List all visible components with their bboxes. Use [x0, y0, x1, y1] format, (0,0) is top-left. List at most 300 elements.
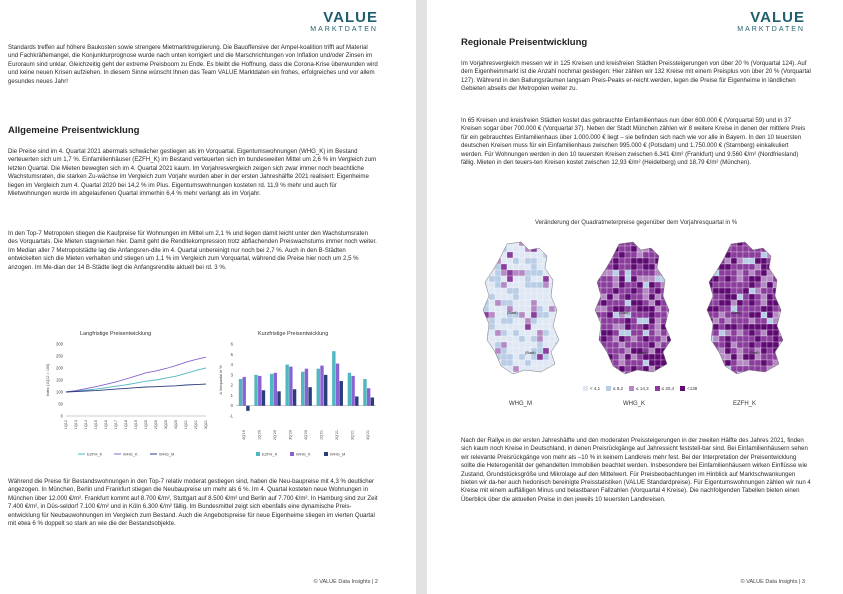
region-cell	[607, 282, 613, 288]
region-cell	[519, 324, 525, 330]
region-cell	[601, 366, 607, 372]
region-cell	[537, 372, 543, 378]
region-cell	[767, 288, 773, 294]
region-cell	[595, 306, 601, 312]
region-cell	[613, 342, 619, 348]
region-cell	[489, 372, 495, 378]
region-cell	[773, 294, 779, 300]
region-cell	[743, 372, 749, 378]
region-cell	[707, 354, 713, 360]
region-cell	[519, 264, 525, 270]
region-cell	[531, 342, 537, 348]
page-2	[0, 0, 416, 594]
region-cell	[631, 276, 637, 282]
legend-swatch	[606, 386, 611, 391]
region-cell	[713, 288, 719, 294]
region-cell	[531, 318, 537, 324]
region-cell	[667, 282, 673, 288]
region-cell	[625, 276, 631, 282]
region-cell	[713, 330, 719, 336]
region-cell	[773, 372, 779, 378]
region-cell	[701, 324, 707, 330]
map-regions	[589, 240, 673, 378]
region-cell	[507, 330, 513, 336]
region-cell	[495, 312, 501, 318]
region-cell	[707, 270, 713, 276]
region-cell	[525, 252, 531, 258]
region-cell	[619, 270, 625, 276]
region-cell	[501, 336, 507, 342]
region-cell	[731, 330, 737, 336]
region-cell	[531, 372, 537, 378]
region-cell	[489, 240, 495, 246]
region-cell	[501, 252, 507, 258]
region-cell	[649, 342, 655, 348]
region-cell	[501, 300, 507, 306]
bar-whg_k	[243, 377, 246, 406]
region-cell	[607, 258, 613, 264]
region-cell	[589, 318, 595, 324]
y-tick-label: 6	[230, 341, 233, 347]
region-cell	[725, 258, 731, 264]
region-cell	[667, 354, 673, 360]
region-cell	[655, 342, 661, 348]
legend-label: <138	[687, 386, 698, 391]
region-cell	[543, 282, 549, 288]
region-cell	[525, 324, 531, 330]
region-cell	[595, 360, 601, 366]
region-cell	[643, 318, 649, 324]
bar-whg_m	[371, 397, 374, 405]
region-cell	[519, 312, 525, 318]
region-cell	[761, 306, 767, 312]
region-cell	[643, 294, 649, 300]
region-cell	[613, 372, 619, 378]
region-cell	[637, 288, 643, 294]
map-label-whg-m: WHG_M	[509, 401, 532, 407]
region-cell	[713, 336, 719, 342]
region-cell	[477, 366, 483, 372]
region-cell	[767, 306, 773, 312]
region-cell	[513, 252, 519, 258]
region-cell	[555, 300, 561, 306]
region-cell	[483, 246, 489, 252]
region-cell	[661, 306, 667, 312]
region-cell	[607, 294, 613, 300]
bar-whg_k	[289, 367, 292, 406]
region-cell	[755, 336, 761, 342]
region-cell	[719, 276, 725, 282]
region-cell	[619, 354, 625, 360]
region-cell	[631, 318, 637, 324]
region-cell	[531, 270, 537, 276]
region-cell	[767, 276, 773, 282]
region-cell	[525, 306, 531, 312]
region-cell	[701, 300, 707, 306]
region-cell	[537, 348, 543, 354]
region-cell	[701, 264, 707, 270]
region-cell	[719, 300, 725, 306]
region-cell	[713, 294, 719, 300]
region-cell	[755, 288, 761, 294]
region-cell	[589, 264, 595, 270]
region-cell	[625, 342, 631, 348]
region-cell	[707, 342, 713, 348]
region-cell	[477, 318, 483, 324]
region-cell	[495, 276, 501, 282]
region-cell	[489, 318, 495, 324]
region-cell	[555, 282, 561, 288]
region-cell	[625, 330, 631, 336]
bar-ezfh_k	[254, 375, 257, 406]
region-cell	[643, 282, 649, 288]
map-regions	[701, 240, 785, 378]
x-tick-label: 3Q'20	[288, 430, 293, 441]
region-cell	[501, 270, 507, 276]
region-cell	[749, 324, 755, 330]
region-cell	[619, 282, 625, 288]
region-cell	[537, 270, 543, 276]
region-cell	[483, 258, 489, 264]
region-cell	[731, 300, 737, 306]
region-cell	[537, 264, 543, 270]
region-cell	[595, 336, 601, 342]
region-cell	[589, 312, 595, 318]
region-cell	[531, 360, 537, 366]
region-cell	[477, 252, 483, 258]
region-cell	[555, 348, 561, 354]
region-cell	[507, 282, 513, 288]
region-cell	[477, 330, 483, 336]
region-cell	[701, 366, 707, 372]
region-cell	[549, 330, 555, 336]
map-ezfh-k	[701, 240, 785, 378]
region-cell	[595, 258, 601, 264]
region-cell	[613, 282, 619, 288]
x-tick-label: 1Q12	[64, 420, 68, 430]
region-cell	[655, 306, 661, 312]
region-cell	[661, 252, 667, 258]
region-cell	[637, 366, 643, 372]
region-cell	[507, 342, 513, 348]
region-cell	[749, 342, 755, 348]
region-cell	[643, 372, 649, 378]
y-tick-label: 3	[230, 372, 233, 378]
region-cell	[495, 270, 501, 276]
x-tick-label: 2Q'20	[272, 430, 277, 441]
region-cell	[525, 258, 531, 264]
region-cell	[549, 312, 555, 318]
city-label: (Stadt)	[637, 351, 648, 355]
region-cell	[637, 372, 643, 378]
region-cell	[619, 240, 625, 246]
region-cell	[655, 240, 661, 246]
x-tick-label: 4Q'21	[366, 430, 371, 441]
x-tick-label: 2Q21	[194, 420, 198, 430]
x-tick-label: 2Q20	[154, 420, 158, 430]
region-cell	[495, 372, 501, 378]
region-cell	[601, 264, 607, 270]
region-cell	[761, 312, 767, 318]
region-cell	[655, 372, 661, 378]
region-cell	[719, 342, 725, 348]
region-cell	[719, 366, 725, 372]
region-cell	[483, 240, 489, 246]
region-cell	[613, 246, 619, 252]
region-cell	[649, 318, 655, 324]
region-cell	[631, 288, 637, 294]
region-cell	[495, 288, 501, 294]
region-cell	[701, 294, 707, 300]
page-3	[427, 0, 843, 594]
region-cell	[495, 246, 501, 252]
region-cell	[755, 282, 761, 288]
region-cell	[755, 270, 761, 276]
region-cell	[655, 318, 661, 324]
region-cell	[513, 318, 519, 324]
region-cell	[489, 366, 495, 372]
region-cell	[649, 270, 655, 276]
region-cell	[737, 276, 743, 282]
region-cell	[725, 372, 731, 378]
region-cell	[495, 342, 501, 348]
region-cell	[507, 336, 513, 342]
region-cell	[725, 342, 731, 348]
region-cell	[607, 372, 613, 378]
bar-whg_m	[277, 391, 280, 405]
region-cell	[589, 306, 595, 312]
x-tick-label: 1Q'20	[257, 430, 262, 441]
bar-whg_m	[308, 387, 311, 406]
region-cell	[701, 282, 707, 288]
region-cell	[767, 360, 773, 366]
region-cell	[649, 360, 655, 366]
region-cell	[719, 306, 725, 312]
region-cell	[667, 294, 673, 300]
region-cell	[589, 336, 595, 342]
region-cell	[667, 270, 673, 276]
region-cell	[637, 264, 643, 270]
region-cell	[761, 360, 767, 366]
region-cell	[649, 258, 655, 264]
region-cell	[537, 240, 543, 246]
section-heading: Allgemeine Preisentwicklung	[8, 125, 140, 136]
region-cell	[631, 246, 637, 252]
region-cell	[607, 360, 613, 366]
region-cell	[625, 258, 631, 264]
region-cell	[595, 354, 601, 360]
region-cell	[725, 354, 731, 360]
region-cell	[713, 240, 719, 246]
region-cell	[667, 276, 673, 282]
region-cell	[507, 288, 513, 294]
region-cell	[707, 294, 713, 300]
region-cell	[513, 360, 519, 366]
region-cell	[667, 318, 673, 324]
region-cell	[749, 270, 755, 276]
region-cell	[555, 372, 561, 378]
region-cell	[507, 264, 513, 270]
region-cell	[613, 300, 619, 306]
region-cell	[713, 258, 719, 264]
region-cell	[549, 258, 555, 264]
region-cell	[625, 282, 631, 288]
region-cell	[779, 354, 785, 360]
map-whg-k	[589, 240, 673, 378]
x-tick-label: 3Q'21	[350, 430, 355, 441]
region-cell	[601, 324, 607, 330]
region-cell	[773, 336, 779, 342]
region-cell	[713, 264, 719, 270]
legend-item	[583, 386, 600, 391]
region-cell	[749, 312, 755, 318]
legend-swatch	[324, 452, 328, 456]
region-cell	[543, 246, 549, 252]
region-cell	[513, 282, 519, 288]
region-cell	[555, 264, 561, 270]
legend-label: WHG_K	[123, 451, 138, 457]
region-cell	[495, 252, 501, 258]
region-cell	[667, 366, 673, 372]
region-cell	[607, 270, 613, 276]
region-cell	[719, 246, 725, 252]
region-cell	[483, 264, 489, 270]
region-cell	[607, 348, 613, 354]
region-cell	[489, 264, 495, 270]
region-cell	[731, 252, 737, 258]
region-cell	[483, 294, 489, 300]
legend-label: EZFH_K	[87, 451, 103, 457]
region-cell	[525, 300, 531, 306]
region-cell	[589, 348, 595, 354]
region-cell	[507, 300, 513, 306]
region-cell	[489, 246, 495, 252]
region-cell	[731, 294, 737, 300]
region-cell	[543, 288, 549, 294]
region-cell	[537, 330, 543, 336]
region-cell	[549, 306, 555, 312]
region-cell	[613, 264, 619, 270]
region-cell	[519, 246, 525, 252]
region-cell	[731, 348, 737, 354]
region-cell	[483, 360, 489, 366]
region-cell	[525, 282, 531, 288]
region-cell	[501, 342, 507, 348]
region-cell	[707, 336, 713, 342]
region-cell	[501, 348, 507, 354]
region-cell	[701, 342, 707, 348]
region-cell	[631, 312, 637, 318]
region-cell	[589, 276, 595, 282]
region-cell	[643, 360, 649, 366]
region-cell	[607, 300, 613, 306]
region-cell	[773, 312, 779, 318]
region-cell	[749, 360, 755, 366]
region-cell	[713, 360, 719, 366]
region-cell	[613, 270, 619, 276]
section-heading: Regionale Preisentwicklung	[461, 37, 588, 48]
region-cell	[537, 288, 543, 294]
region-cell	[743, 306, 749, 312]
region-cell	[643, 324, 649, 330]
region-cell	[595, 270, 601, 276]
region-cell	[595, 318, 601, 324]
region-cell	[601, 282, 607, 288]
x-tick-label: 4Q'20	[304, 430, 308, 441]
region-cell	[495, 282, 501, 288]
region-cell	[477, 306, 483, 312]
region-cell	[513, 330, 519, 336]
region-cell	[589, 330, 595, 336]
region-cell	[743, 246, 749, 252]
region-cell	[707, 258, 713, 264]
region-cell	[601, 294, 607, 300]
region-cell	[525, 330, 531, 336]
region-cell	[643, 252, 649, 258]
region-cell	[477, 276, 483, 282]
region-cell	[613, 324, 619, 330]
bar-whg_m	[246, 406, 249, 411]
region-cell	[525, 366, 531, 372]
region-cell	[501, 258, 507, 264]
region-cell	[507, 240, 513, 246]
region-cell	[755, 300, 761, 306]
region-cell	[667, 372, 673, 378]
region-cell	[525, 360, 531, 366]
region-cell	[755, 318, 761, 324]
region-cell	[749, 264, 755, 270]
region-cell	[595, 264, 601, 270]
page-footer: © VALUE Data Insights | 2	[313, 579, 378, 585]
paragraph-2: In den Top-7 Metropolen stiegen die Kaufpreise für Wohnungen im Mittel um 2,1 % und liegen damit leicht unter den Wachstumsraten des Vorquartals. Die Mieten stagnierten hier. Damit geht die Renditekompression trotz abflachenden Preiswachstums immer noch weiter. Im Median aller 7 Metropolstädte lag die Anfangsren-dite im 4. Quartal unbereinigt nur noch bei 2,7 %. Auch in den B-Städten entwickelten sich die Mieten verhalten und stiegen um 1,1 % im Vergleich zum Vorquartal, während die Preise hier noch um 2,5 % anzogen. Im Me-dian der 14 B-Städte liegt die Anfangsrendite aktuell bei rd. 3 %.	[8, 230, 377, 271]
region-cell	[501, 294, 507, 300]
region-cell	[637, 300, 643, 306]
y-tick-label: 150	[56, 377, 63, 383]
region-cell	[649, 336, 655, 342]
region-cell	[513, 276, 519, 282]
region-cell	[595, 324, 601, 330]
region-cell	[607, 306, 613, 312]
y-tick-label: 0	[60, 413, 63, 419]
region-cell	[495, 300, 501, 306]
region-cell	[619, 336, 625, 342]
region-cell	[477, 270, 483, 276]
region-cell	[749, 276, 755, 282]
region-cell	[779, 324, 785, 330]
region-cell	[713, 324, 719, 330]
region-cell	[507, 318, 513, 324]
region-cell	[731, 372, 737, 378]
region-cell	[631, 336, 637, 342]
region-cell	[755, 342, 761, 348]
region-cell	[779, 360, 785, 366]
bar-ezfh_k	[332, 351, 335, 406]
region-cell	[483, 336, 489, 342]
region-cell	[619, 318, 625, 324]
region-cell	[661, 294, 667, 300]
region-cell	[619, 348, 625, 354]
region-cell	[725, 318, 731, 324]
region-cell	[483, 306, 489, 312]
region-cell	[489, 360, 495, 366]
region-cell	[513, 348, 519, 354]
region-cell	[761, 258, 767, 264]
region-cell	[495, 330, 501, 336]
region-cell	[549, 246, 555, 252]
region-cell	[755, 312, 761, 318]
region-cell	[755, 324, 761, 330]
region-cell	[619, 366, 625, 372]
